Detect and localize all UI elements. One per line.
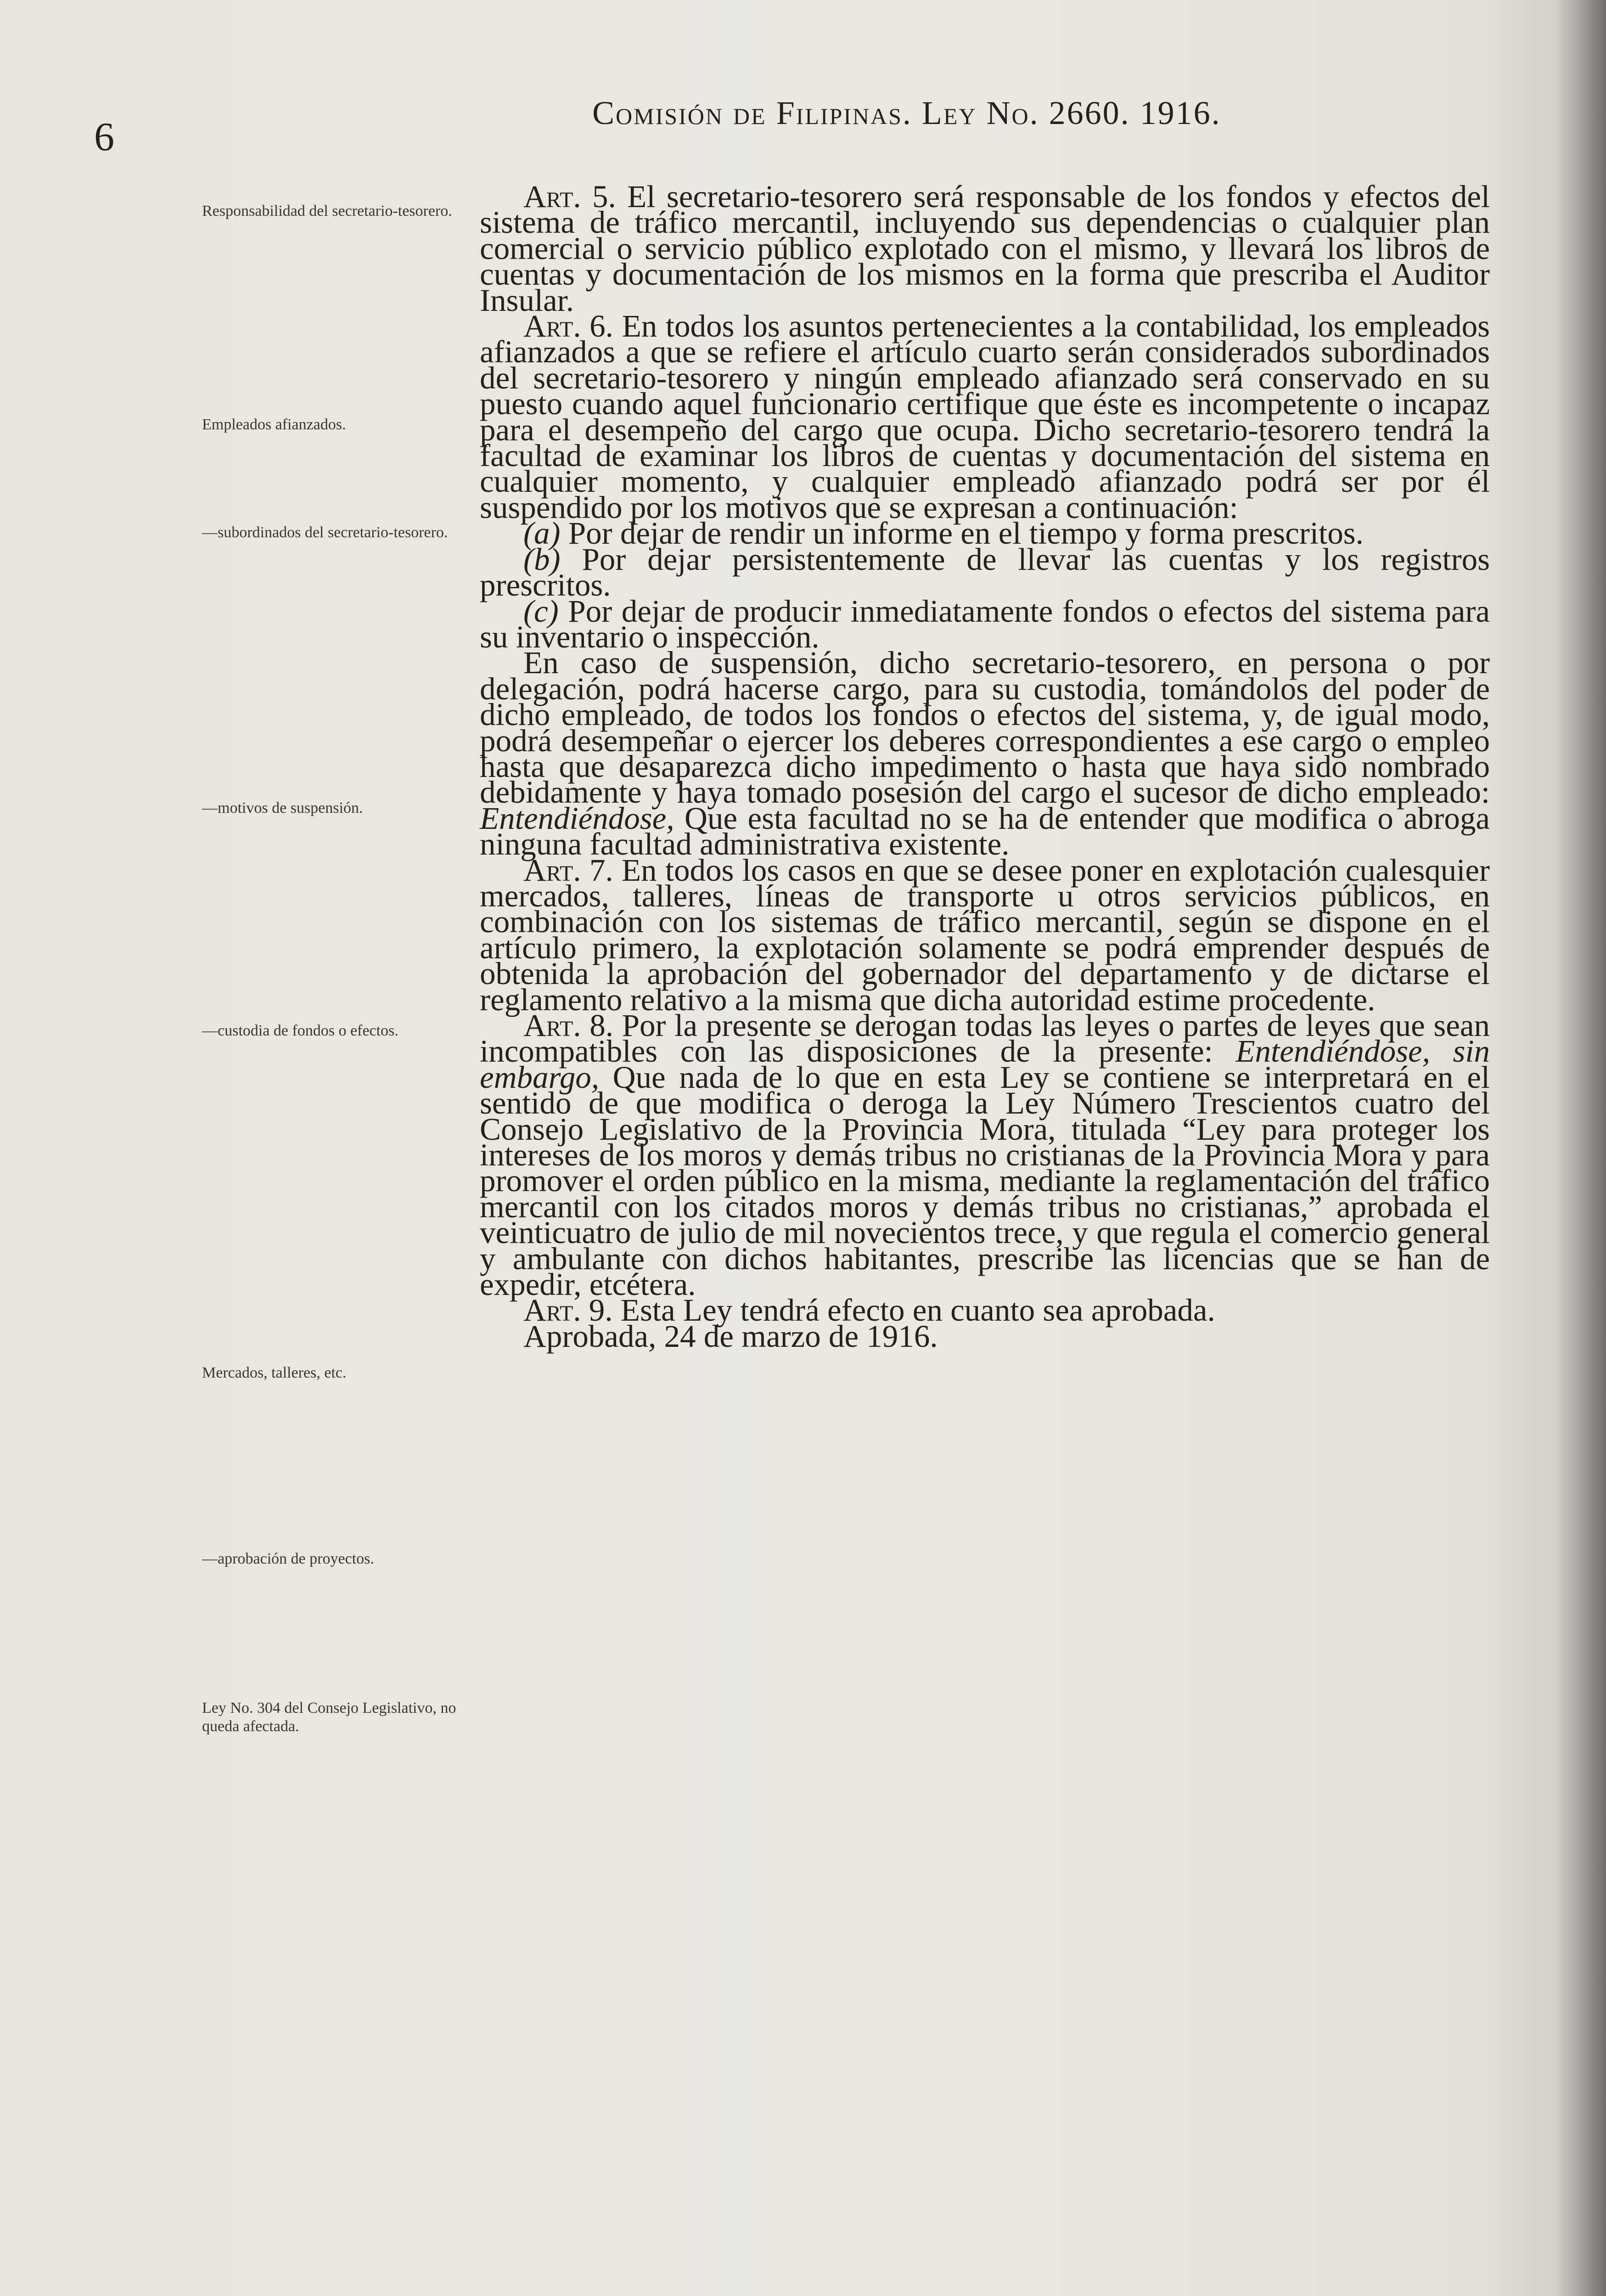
article-8-tail: Que nada de lo que en esta Ley se contiene se interpretará en el sentido de que modifica o deroga la Ley Número Trescientos cuatro del Consejo Legislativo de la Provincia Mora, titulada “Ley para proteger los intereses de los moros y demás tribus no cristianas de la Provincia Mora y para promover el orden público en la misma, mediante la reglamentación del tráfico mercantil con los citados moros y demás tribus no cristianas,” aprobada el veinticuatro de julio de mil novecientos trece, y que regula el comercio general y ambulante con dichos habitantes, prescribe las licencias que se han de expedir, etcétera. xyxy=(480,1059,1490,1302)
suspension-tail: Que esta facultad no se ha de entender que modifica o abroga ninguna facultad administrativa existente. xyxy=(480,800,1490,862)
item-b-label: (b) xyxy=(523,541,561,577)
article-8-label: Art. 8. xyxy=(523,1008,613,1043)
article-5-label: Art. 5. xyxy=(523,179,616,214)
article-6 xyxy=(480,309,1490,525)
article-7-text: En todos los casos en que se desee poner en explotación cualesquier mercados, talleres, líneas de transporte u otros servicios públicos, en combinación con los sistemas de tráfico mercantil, según se dispone en el artículo primero, la explotación solamente se podrá emprender después de obtenida la aprobación del gobernador del departamento y de dictarse el reglamento relativo a la misma que dicha autoridad estime procedente. xyxy=(480,852,1490,1017)
article-8-proviso: Entendiéndose, sin embargo, xyxy=(480,1034,1490,1095)
item-a-label: (a) xyxy=(523,516,561,551)
article-9-label: Art. 9. xyxy=(523,1293,613,1328)
page-edge-shadow xyxy=(1555,0,1606,2296)
suspension-text: En caso de suspensión, dicho secretario-tesorero, en persona o por delegación, podrá hacerse cargo, para su custodia, tomándolos del poder de dicho empleado, de todos los fondos o efectos del sistema, y, de igual modo, podrá desempeñar o ejercer los deberes correspondientes a ese cargo o empleo hasta que desaparezca dicho impedimento o hasta que haya sido nombrado debidamente y haya tomado posesión del cargo el sucesor de dicho empleado: xyxy=(480,645,1490,810)
approval-date: Aprobada, 24 de marzo de 1916. xyxy=(523,1318,938,1354)
article-8-text: Por la presente se derogan todas las leyes o partes de leyes que sean incompatibles con las disposiciones de la presente: xyxy=(480,1008,1490,1069)
item-c-text: Por dejar de producir inmediatamente fondos o efectos del sistema para su inventario o inspección. xyxy=(480,593,1490,654)
margin-note-ley-304: Ley No. 304 del Consejo Legislativo, no queda afectada. xyxy=(202,1699,456,1735)
item-c-label: (c) xyxy=(523,593,559,629)
margin-note-custodia: —custodia de fondos o efectos. xyxy=(202,1022,399,1039)
margin-note-empleados-afianzados: Empleados afianzados. xyxy=(202,416,346,433)
suspension-paragraph xyxy=(480,645,1490,862)
page-number: 6 xyxy=(94,115,114,159)
margin-note-motivos-suspension: —motivos de suspensión. xyxy=(202,799,363,816)
article-9-text: Esta Ley tendrá efecto en cuanto sea aprobada. xyxy=(620,1293,1215,1328)
article-6-text: En todos los asuntos pertenecientes a la contabilidad, los empleados afianzados a que se refiere el artículo cuarto serán considerados subordinados del secretario-tesorero y ningún empleado afianzado será conservado en su puesto cuando aquel funcionario certifique que éste es incompetente o incapaz para el desempeño del cargo que ocupa. Dicho secretario-tesorero tendrá la facultad de examinar los libros de cuentas y documentación del sistema en cualquier momento, y cualquier empleado afianzado podrá ser por él suspendido por los motivos que se expresan a continuación: xyxy=(480,309,1490,525)
margin-note-mercados: Mercados, talleres, etc. xyxy=(202,1364,347,1381)
article-5-text: El secretario-tesorero será responsable de los fondos y efectos del sistema de tráfico mercantil, incluyendo sus dependencias o cualquier plan comercial o servicio público explotado con el mismo, y llevará los libros de cuentas y documentación de los mismos en la forma que prescriba el Auditor Insular. xyxy=(480,179,1490,318)
body-text xyxy=(480,179,1490,1354)
margin-note-responsabilidad: Responsabilidad del secretario-tesorero. xyxy=(202,203,452,219)
item-c xyxy=(480,593,1490,654)
running-head: Comisión de Filipinas. Ley No. 2660. 1916. xyxy=(592,95,1221,131)
item-b-text: Por dejar persistentemente de llevar las cuentas y los registros prescritos. xyxy=(480,541,1490,603)
item-b xyxy=(480,541,1490,603)
suspension-proviso: Entendiéndose, xyxy=(480,800,674,836)
margin-note-subordinados: —subordinados del secretario-tesorero. xyxy=(202,524,448,541)
article-8 xyxy=(480,1008,1490,1302)
article-7 xyxy=(480,852,1490,1017)
item-a-text: Por dejar de rendir un informe en el tiempo y forma prescritos. xyxy=(568,516,1364,551)
article-6-label: Art. 6. xyxy=(523,309,613,344)
article-5 xyxy=(480,179,1490,318)
article-7-label: Art. 7. xyxy=(523,852,613,888)
margin-note-aprobacion-proyectos: —aprobación de proyectos. xyxy=(202,1550,374,1567)
